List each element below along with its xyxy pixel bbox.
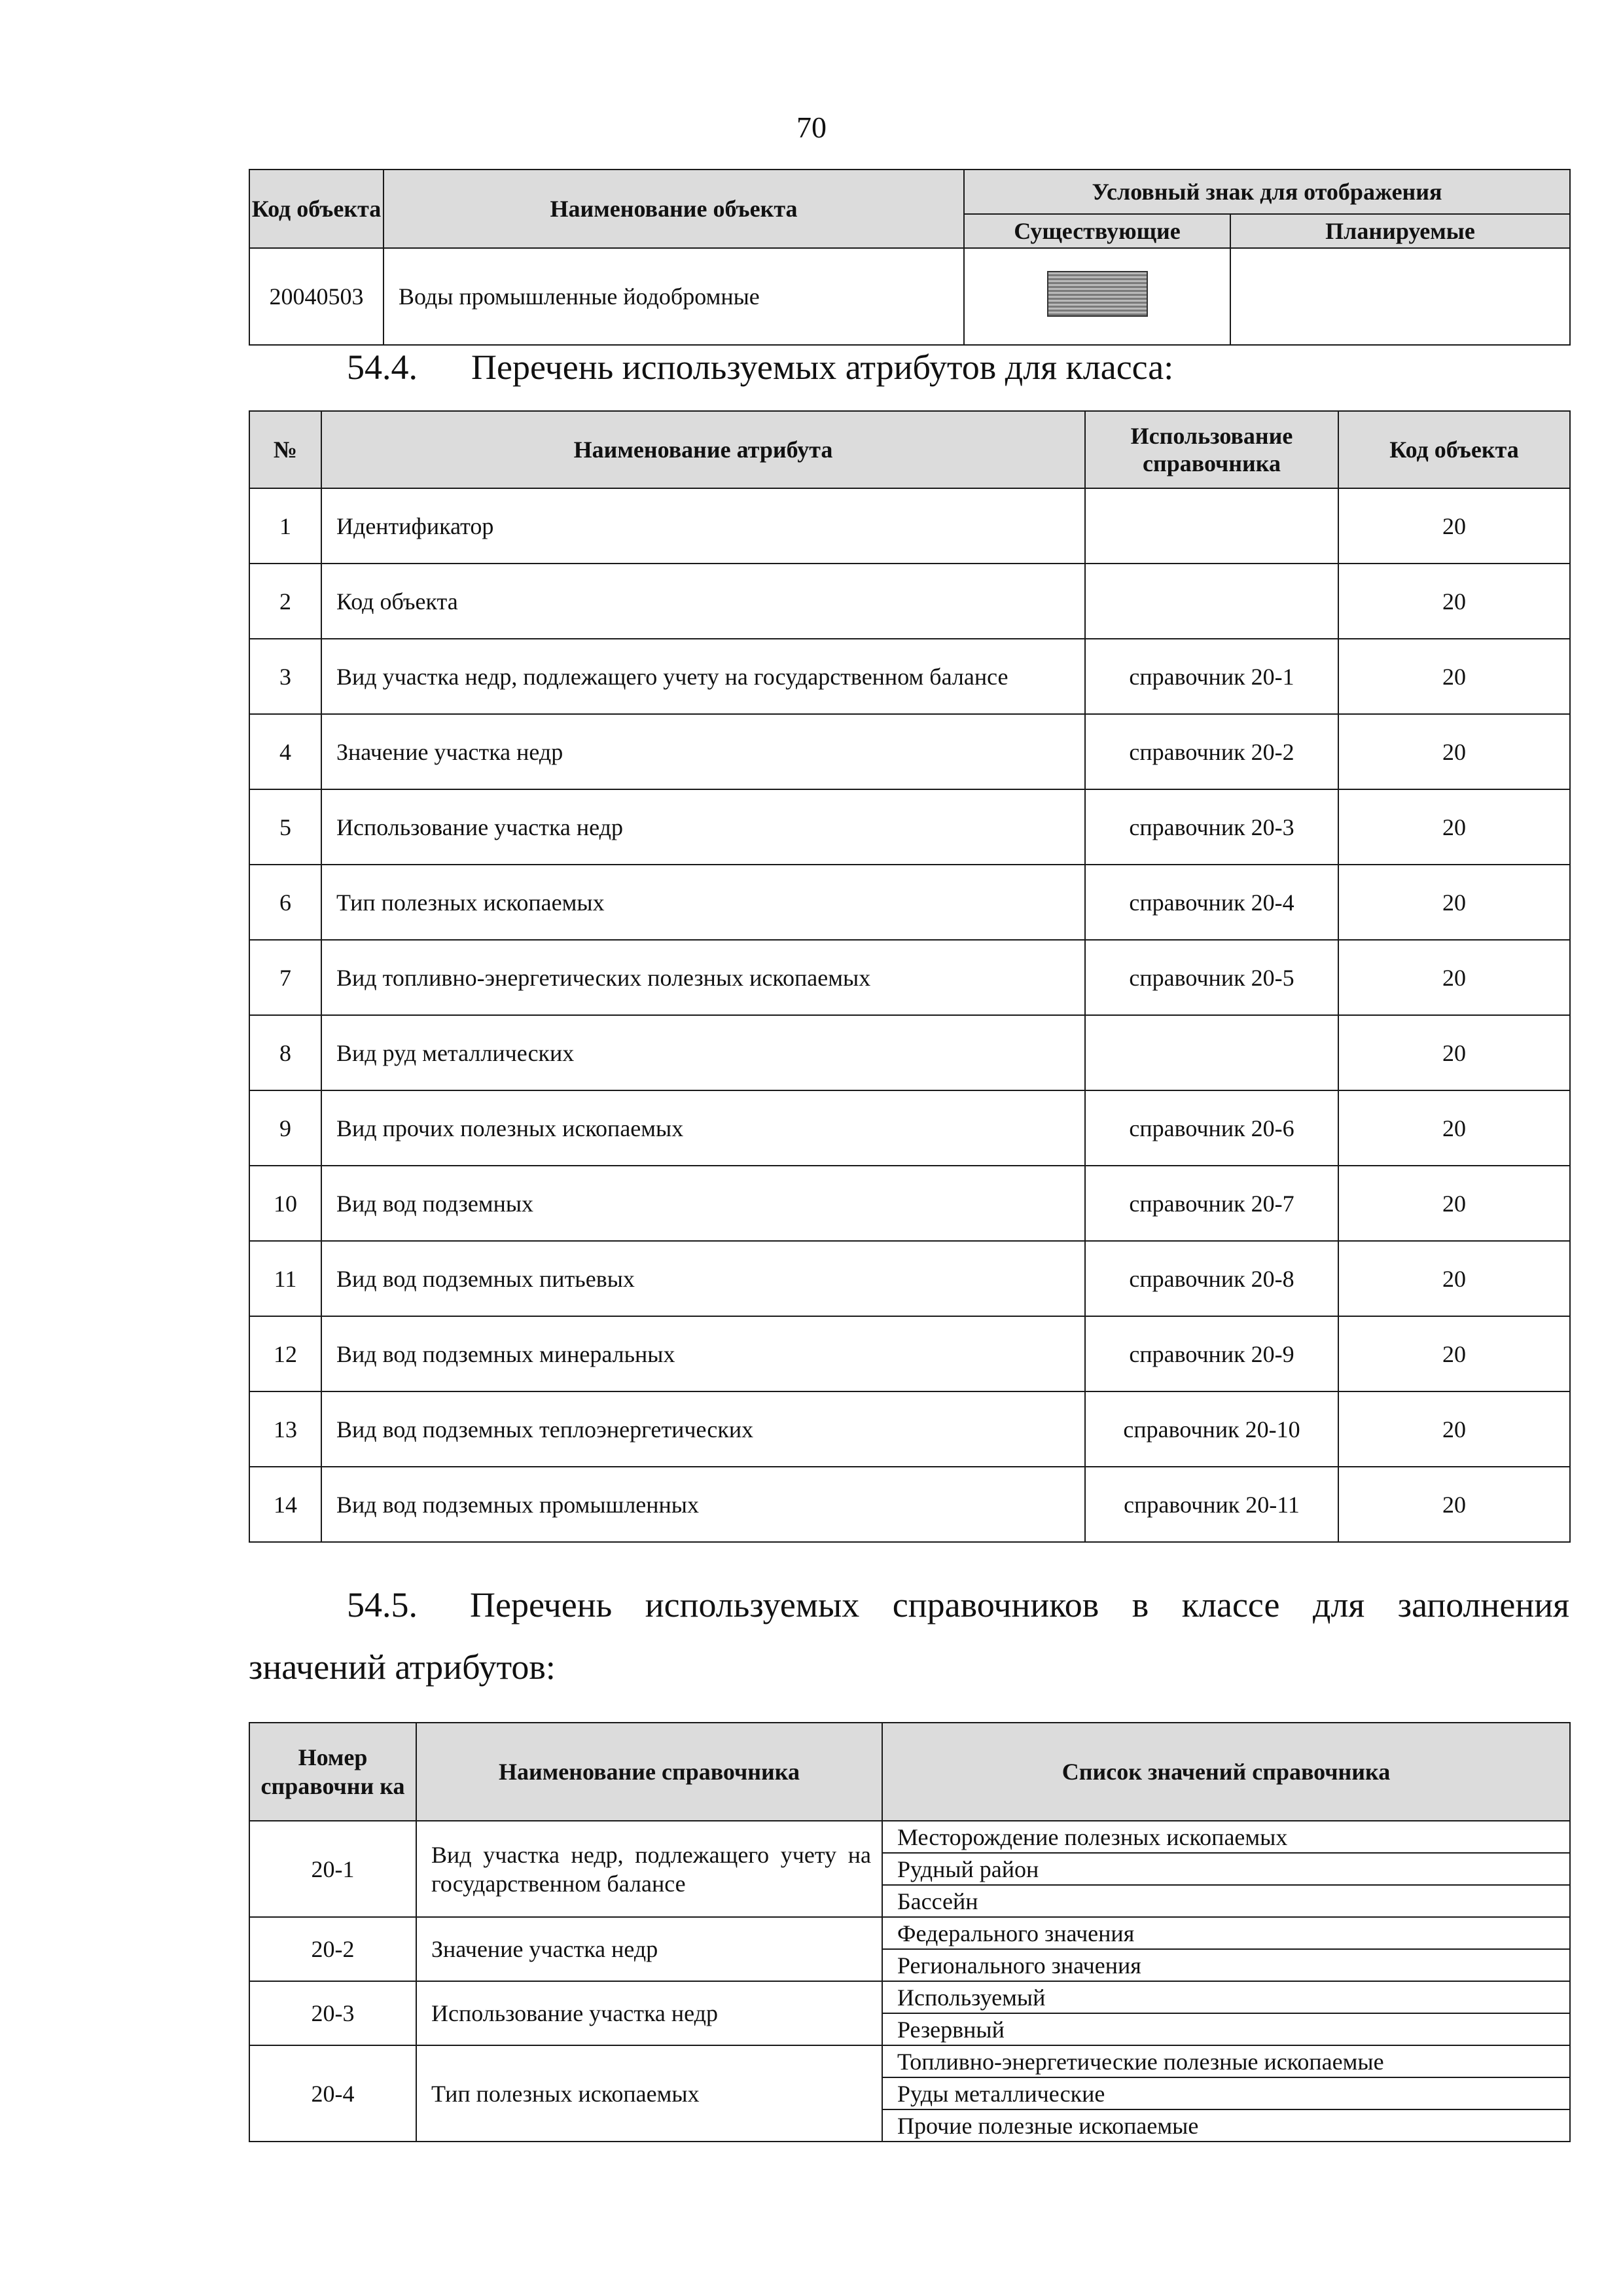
table-row: [249, 1166, 1570, 1241]
table-row: [249, 1917, 1570, 1949]
directory-name-cell: Тип полезных ископаемых: [416, 2045, 882, 2142]
attribute-code-cell: 20: [1338, 488, 1570, 564]
table-row: [249, 639, 1570, 714]
directory-value-cell: Руды металлические: [882, 2077, 1570, 2109]
attribute-num-cell: 13: [249, 1391, 321, 1467]
header-attribute-name: Наименование атрибута: [321, 411, 1085, 488]
attribute-name-cell: Идентификатор: [321, 488, 1085, 564]
directory-value-cell: Рудный район: [882, 1853, 1570, 1885]
directory-name-cell: Вид участка недр, подлежащего учету на государственном балансе: [416, 1821, 882, 1917]
section-title: Перечень используемых атрибутов для класса:: [471, 348, 1174, 387]
directory-number-cell: 20-4: [249, 2045, 416, 2142]
attribute-code-cell: 20: [1338, 1090, 1570, 1166]
attribute-num-cell: 5: [249, 789, 321, 865]
attribute-num-cell: 11: [249, 1241, 321, 1316]
header-planned: Планируемые: [1230, 214, 1570, 248]
hatched-symbol-swatch: [1047, 271, 1148, 317]
attribute-code-cell: 20: [1338, 1241, 1570, 1316]
attribute-code-cell: 20: [1338, 1467, 1570, 1542]
attribute-num-cell: 3: [249, 639, 321, 714]
attribute-directory-cell: справочник 20-10: [1085, 1391, 1338, 1467]
header-directory-values: Список значений справочника: [882, 1723, 1570, 1821]
attribute-code-cell: 20: [1338, 564, 1570, 639]
section-title-line1: Перечень используемых справочников в классе для заполнения: [470, 1585, 1569, 1624]
attribute-directory-cell: справочник 20-5: [1085, 940, 1338, 1015]
directory-value-cell: Резервный: [882, 2013, 1570, 2045]
attribute-directory-cell: [1085, 1015, 1338, 1090]
attribute-directory-cell: справочник 20-1: [1085, 639, 1338, 714]
directory-name-cell: Значение участка недр: [416, 1917, 882, 1981]
attribute-name-cell: Значение участка недр: [321, 714, 1085, 789]
attribute-num-cell: 7: [249, 940, 321, 1015]
attribute-name-cell: Вид вод подземных: [321, 1166, 1085, 1241]
directory-name-cell: Использование участка недр: [416, 1981, 882, 2045]
attribute-directory-cell: справочник 20-6: [1085, 1090, 1338, 1166]
section-title-line2: значений атрибутов:: [249, 1647, 556, 1687]
attribute-directory-cell: [1085, 564, 1338, 639]
attribute-name-cell: Вид вод подземных питьевых: [321, 1241, 1085, 1316]
directories-table: [249, 1722, 1571, 2142]
table-row: [249, 1241, 1570, 1316]
directory-value-cell: Используемый: [882, 1981, 1570, 2013]
attribute-num-cell: 9: [249, 1090, 321, 1166]
attribute-num-cell: 14: [249, 1467, 321, 1542]
header-directory-number: Номер справочни ка: [249, 1723, 416, 1821]
header-symbol: Условный знак для отображения: [964, 170, 1570, 214]
header-directory-usage: Использование справочника: [1085, 411, 1338, 488]
attribute-code-cell: 20: [1338, 1391, 1570, 1467]
object-code-cell: 20040503: [249, 248, 383, 345]
attribute-num-cell: 8: [249, 1015, 321, 1090]
attribute-code-cell: 20: [1338, 940, 1570, 1015]
header-object-name: Наименование объекта: [383, 170, 964, 248]
attribute-directory-cell: справочник 20-9: [1085, 1316, 1338, 1391]
attribute-name-cell: Вид прочих полезных ископаемых: [321, 1090, 1085, 1166]
attribute-name-cell: Вид вод подземных промышленных: [321, 1467, 1085, 1542]
directory-value-cell: Бассейн: [882, 1885, 1570, 1917]
attribute-num-cell: 10: [249, 1166, 321, 1241]
page-number: 70: [796, 111, 827, 144]
planned-symbol-cell: [1230, 248, 1570, 345]
section-54-4-heading: [347, 347, 1173, 387]
directory-number-cell: 20-1: [249, 1821, 416, 1917]
table-row: [249, 940, 1570, 1015]
table-row: [249, 564, 1570, 639]
attribute-directory-cell: справочник 20-2: [1085, 714, 1338, 789]
attribute-code-cell: 20: [1338, 639, 1570, 714]
attribute-code-cell: 20: [1338, 1166, 1570, 1241]
attributes-table: [249, 410, 1571, 1543]
directory-value-cell: Топливно-энергетические полезные ископаемые: [882, 2045, 1570, 2077]
attribute-code-cell: 20: [1338, 1316, 1570, 1391]
attribute-directory-cell: [1085, 488, 1338, 564]
table-row: [249, 789, 1570, 865]
attribute-directory-cell: справочник 20-7: [1085, 1166, 1338, 1241]
attribute-name-cell: Вид вод подземных минеральных: [321, 1316, 1085, 1391]
table-row: [249, 2045, 1570, 2077]
section-54-5-line1: [249, 1584, 1569, 1626]
attribute-directory-cell: справочник 20-8: [1085, 1241, 1338, 1316]
attribute-name-cell: Код объекта: [321, 564, 1085, 639]
attribute-code-cell: 20: [1338, 865, 1570, 940]
table-row: [249, 1981, 1570, 2013]
attribute-num-cell: 2: [249, 564, 321, 639]
existing-symbol-cell: [964, 248, 1230, 345]
table-row: [249, 1316, 1570, 1391]
attribute-name-cell: Использование участка недр: [321, 789, 1085, 865]
attribute-num-cell: 12: [249, 1316, 321, 1391]
header-num: №: [249, 411, 321, 488]
table-row: [249, 1391, 1570, 1467]
attribute-name-cell: Тип полезных ископаемых: [321, 865, 1085, 940]
directory-value-cell: Прочие полезные ископаемые: [882, 2109, 1570, 2142]
attribute-num-cell: 4: [249, 714, 321, 789]
table-row: [249, 865, 1570, 940]
directory-number-cell: 20-2: [249, 1917, 416, 1981]
attribute-num-cell: 6: [249, 865, 321, 940]
attribute-directory-cell: справочник 20-4: [1085, 865, 1338, 940]
attribute-code-cell: 20: [1338, 789, 1570, 865]
table-row: [249, 1015, 1570, 1090]
table-row: [249, 1090, 1570, 1166]
directory-value-cell: Федерального значения: [882, 1917, 1570, 1949]
header-object-code: Код объекта: [1338, 411, 1570, 488]
attribute-code-cell: 20: [1338, 1015, 1570, 1090]
attribute-num-cell: 1: [249, 488, 321, 564]
directories-table-body: [249, 1821, 1570, 2142]
directory-value-cell: Регионального значения: [882, 1949, 1570, 1981]
attribute-directory-cell: справочник 20-11: [1085, 1467, 1338, 1542]
section-number: 54.5.: [347, 1585, 418, 1624]
attribute-name-cell: Вид участка недр, подлежащего учету на государственном балансе: [321, 639, 1085, 714]
section-number: 54.4.: [347, 348, 418, 387]
attribute-code-cell: 20: [1338, 714, 1570, 789]
table-row: [249, 714, 1570, 789]
attribute-name-cell: Вид руд металлических: [321, 1015, 1085, 1090]
header-existing: Существующие: [964, 214, 1230, 248]
object-name-cell: Воды промышленные йодобромные: [383, 248, 964, 345]
section-54-5-heading: [249, 1584, 1569, 1689]
attribute-directory-cell: справочник 20-3: [1085, 789, 1338, 865]
object-table: [249, 169, 1571, 346]
table-row: [249, 488, 1570, 564]
attribute-name-cell: Вид вод подземных теплоэнергетических: [321, 1391, 1085, 1467]
table-row: [249, 1467, 1570, 1542]
header-object-code: Код объекта: [249, 170, 383, 248]
header-directory-name: Наименование справочника: [416, 1723, 882, 1821]
table-row: [249, 1821, 1570, 1853]
attributes-table-body: [249, 488, 1570, 1542]
directory-value-cell: Месторождение полезных ископаемых: [882, 1821, 1570, 1853]
attribute-name-cell: Вид топливно-энергетических полезных ископаемых: [321, 940, 1085, 1015]
directory-number-cell: 20-3: [249, 1981, 416, 2045]
